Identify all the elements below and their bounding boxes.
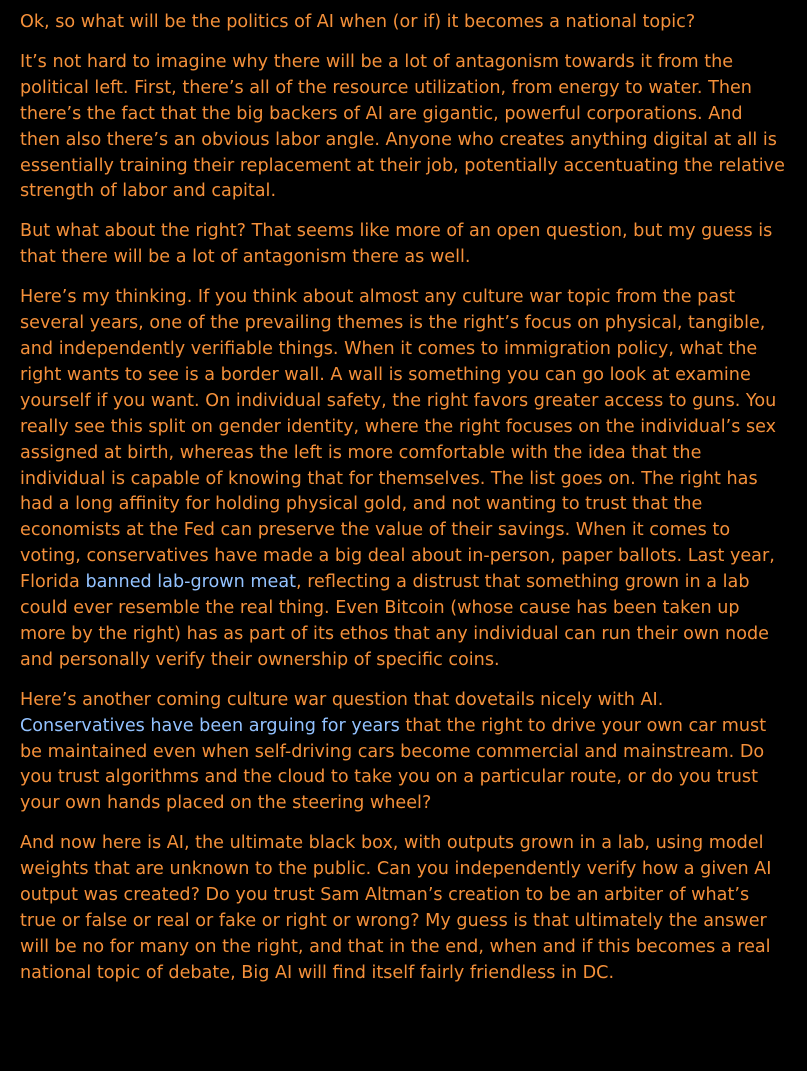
paragraph-political-left: It’s not hard to imagine why there will be a lot of antagonism towards it from the political left. First, there’s all of the resource utilization, from energy to water. Then there’s the fact that the big backers of AI are gigantic, powerful corporations. And then also there’s an obvious labor angle. Anyone who creates anything digital at all is essentially training their replacement at their job, potentially accentuating the relative strength of labor and capital. [20, 51, 785, 202]
link-banned-lab-grown-meat[interactable]: banned lab-grown meat [85, 572, 297, 593]
paragraph-self-driving-text-after: that the right to drive your own car must be maintained even when self-driving cars become commercial and mainstream. Do you trust algorithms and the cloud to take you on a particular route, or do you trust your own hands placed on the steering wheel? [20, 715, 767, 814]
paragraph-conclusion: And now here is AI, the ultimate black box, with outputs grown in a lab, using model weights that are unknown to the public. Can you independently verify how a given AI output was created? Do you trust Sam Altman’s creation to be an arbiter of what’s true or false or real or fake or right or wrong? My guess is that ultimately the answer will be no for many on the right, and that in the end, when and if this becomes a real national topic of debate, Big AI will find itself fairly friendless in DC. [20, 833, 772, 983]
paragraph-thinking [20, 285, 787, 674]
paragraph-thinking-text-before: Here’s my thinking. If you think about almost any culture war topic from the past several years, one of the prevailing themes is the right’s focus on physical, tangible, and independently verifiable things. When it comes to immigration policy, what the right wants to see is a border wall. A wall is something you can go look at examine yourself if you want. On individual safety, the right favors greater access to guns. You really see this split on gender identity, where the right focuses on the individual’s sex assigned at birth, whereas the left is more comfortable with the idea that the individual is capable of knowing that for themselves. The list goes on. The right has had a long affinity for holding physical gold, and not wanting to trust that the economists at the Fed can preserve the value of their savings. When it comes to voting, conservatives have made a big deal about in-person, paper ballots. Last year, Florida [20, 287, 777, 593]
paragraph-self-driving-text-before: Here’s another coming culture war question that dovetails nicely with AI. [20, 689, 664, 710]
paragraph-intro: Ok, so what will be the politics of AI when (or if) it becomes a national topic? [20, 12, 696, 32]
paragraph-thinking-text-after: , reflecting a distrust that something grown in a lab could ever resemble the real thing. Even Bitcoin (whose cause has been taken up more by the right) has as part of its ethos that any individual can run their own node and personally verify their ownership of specific coins. [20, 572, 769, 670]
paragraph-political-right: But what about the right? That seems like more of an open question, but my guess is that there will be a lot of antagonism there as well. [20, 221, 773, 268]
paragraph-self-driving [20, 688, 787, 818]
link-conservatives-arguing[interactable]: Conservatives have been arguing for years [20, 715, 400, 736]
